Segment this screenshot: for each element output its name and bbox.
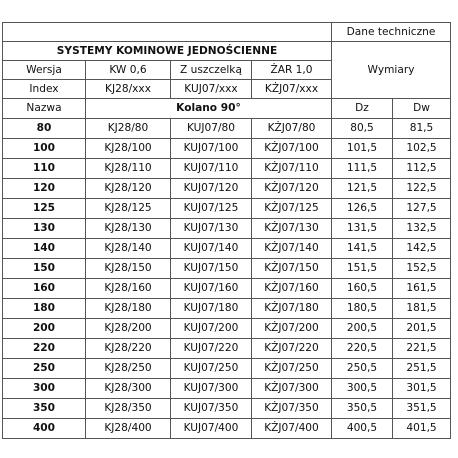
row-z-uszczelka-index-cell: KUJ07/140 xyxy=(171,239,252,259)
row-zar-index-cell: KŻJ07/120 xyxy=(252,179,332,199)
row-nazwa-cell: 350 xyxy=(3,399,86,419)
table-row xyxy=(3,419,451,439)
row-nazwa-cell: 220 xyxy=(3,339,86,359)
system-title: SYSTEMY KOMINOWE JEDNOŚCIENNE xyxy=(3,42,332,61)
row-zar-index-cell: KŻJ07/250 xyxy=(252,359,332,379)
header-row-title xyxy=(3,42,451,61)
row-dz-cell: 131,5 xyxy=(332,219,393,239)
row-z-uszczelka-index-cell: KUJ07/120 xyxy=(171,179,252,199)
row-dw-cell: 351,5 xyxy=(393,399,451,419)
row-kw-index-cell: KJ28/250 xyxy=(86,359,171,379)
row-dw-cell: 301,5 xyxy=(393,379,451,399)
row-z-uszczelka-index-cell: KUJ07/350 xyxy=(171,399,252,419)
index-z-uszczelka: KUJ07/xxx xyxy=(171,80,252,99)
row-zar-index-cell: KŻJ07/80 xyxy=(252,119,332,139)
row-z-uszczelka-index-cell: KUJ07/100 xyxy=(171,139,252,159)
row-z-uszczelka-index-cell: KUJ07/80 xyxy=(171,119,252,139)
row-kw-index-cell: KJ28/300 xyxy=(86,379,171,399)
nazwa-label: Nazwa xyxy=(3,99,86,119)
row-dw-cell: 127,5 xyxy=(393,199,451,219)
product-name: Kolano 90° xyxy=(86,99,332,119)
row-nazwa-cell: 140 xyxy=(3,239,86,259)
row-dz-cell: 101,5 xyxy=(332,139,393,159)
row-dw-cell: 181,5 xyxy=(393,299,451,319)
table-row xyxy=(3,339,451,359)
top-empty-cell xyxy=(3,23,332,42)
row-nazwa-cell: 300 xyxy=(3,379,86,399)
dz-header: Dz xyxy=(332,99,393,119)
row-dz-cell: 160,5 xyxy=(332,279,393,299)
row-kw-index-cell: KJ28/130 xyxy=(86,219,171,239)
wymiary-header: Wymiary xyxy=(332,42,451,99)
row-zar-index-cell: KŻJ07/100 xyxy=(252,139,332,159)
row-nazwa-cell: 150 xyxy=(3,259,86,279)
row-dz-cell: 141,5 xyxy=(332,239,393,259)
wersja-z-uszczelka: Z uszczelką xyxy=(171,61,252,80)
row-dw-cell: 112,5 xyxy=(393,159,451,179)
row-nazwa-cell: 120 xyxy=(3,179,86,199)
table-row xyxy=(3,399,451,419)
row-z-uszczelka-index-cell: KUJ07/180 xyxy=(171,299,252,319)
row-dw-cell: 122,5 xyxy=(393,179,451,199)
row-z-uszczelka-index-cell: KUJ07/130 xyxy=(171,219,252,239)
data-rows xyxy=(3,119,451,439)
index-kw: KJ28/xxx xyxy=(86,80,171,99)
row-dz-cell: 220,5 xyxy=(332,339,393,359)
row-z-uszczelka-index-cell: KUJ07/300 xyxy=(171,379,252,399)
row-nazwa-cell: 80 xyxy=(3,119,86,139)
row-dz-cell: 111,5 xyxy=(332,159,393,179)
row-zar-index-cell: KŻJ07/150 xyxy=(252,259,332,279)
row-dw-cell: 81,5 xyxy=(393,119,451,139)
row-kw-index-cell: KJ28/180 xyxy=(86,299,171,319)
wersja-zar: ŻAR 1,0 xyxy=(252,61,332,80)
row-dw-cell: 142,5 xyxy=(393,239,451,259)
table-row xyxy=(3,299,451,319)
row-zar-index-cell: KŻJ07/110 xyxy=(252,159,332,179)
row-zar-index-cell: KŻJ07/400 xyxy=(252,419,332,439)
row-dz-cell: 400,5 xyxy=(332,419,393,439)
row-zar-index-cell: KŻJ07/130 xyxy=(252,219,332,239)
row-dw-cell: 251,5 xyxy=(393,359,451,379)
dw-header: Dw xyxy=(393,99,451,119)
tech-data-header: Dane techniczne xyxy=(332,23,451,42)
row-zar-index-cell: KŻJ07/180 xyxy=(252,299,332,319)
row-z-uszczelka-index-cell: KUJ07/110 xyxy=(171,159,252,179)
row-kw-index-cell: KJ28/150 xyxy=(86,259,171,279)
table-row xyxy=(3,139,451,159)
table-row xyxy=(3,239,451,259)
header-row-tech xyxy=(3,23,451,42)
row-dz-cell: 180,5 xyxy=(332,299,393,319)
row-nazwa-cell: 200 xyxy=(3,319,86,339)
table-row xyxy=(3,219,451,239)
row-zar-index-cell: KŻJ07/220 xyxy=(252,339,332,359)
row-kw-index-cell: KJ28/100 xyxy=(86,139,171,159)
row-dz-cell: 250,5 xyxy=(332,359,393,379)
table-row xyxy=(3,119,451,139)
row-kw-index-cell: KJ28/350 xyxy=(86,399,171,419)
row-z-uszczelka-index-cell: KUJ07/200 xyxy=(171,319,252,339)
row-dw-cell: 152,5 xyxy=(393,259,451,279)
row-zar-index-cell: KŻJ07/350 xyxy=(252,399,332,419)
row-dw-cell: 102,5 xyxy=(393,139,451,159)
row-kw-index-cell: KJ28/80 xyxy=(86,119,171,139)
row-nazwa-cell: 130 xyxy=(3,219,86,239)
table-row xyxy=(3,159,451,179)
row-dw-cell: 201,5 xyxy=(393,319,451,339)
row-zar-index-cell: KŻJ07/160 xyxy=(252,279,332,299)
row-zar-index-cell: KŻJ07/300 xyxy=(252,379,332,399)
row-dz-cell: 200,5 xyxy=(332,319,393,339)
row-nazwa-cell: 160 xyxy=(3,279,86,299)
row-kw-index-cell: KJ28/120 xyxy=(86,179,171,199)
table-row xyxy=(3,179,451,199)
row-dw-cell: 161,5 xyxy=(393,279,451,299)
row-nazwa-cell: 110 xyxy=(3,159,86,179)
row-nazwa-cell: 400 xyxy=(3,419,86,439)
row-zar-index-cell: KŻJ07/125 xyxy=(252,199,332,219)
row-nazwa-cell: 250 xyxy=(3,359,86,379)
row-kw-index-cell: KJ28/400 xyxy=(86,419,171,439)
row-kw-index-cell: KJ28/140 xyxy=(86,239,171,259)
row-dw-cell: 401,5 xyxy=(393,419,451,439)
row-z-uszczelka-index-cell: KUJ07/125 xyxy=(171,199,252,219)
table-row xyxy=(3,279,451,299)
row-dz-cell: 126,5 xyxy=(332,199,393,219)
row-dz-cell: 121,5 xyxy=(332,179,393,199)
row-nazwa-cell: 100 xyxy=(3,139,86,159)
row-dw-cell: 221,5 xyxy=(393,339,451,359)
table-row xyxy=(3,199,451,219)
row-z-uszczelka-index-cell: KUJ07/150 xyxy=(171,259,252,279)
table-row xyxy=(3,379,451,399)
row-z-uszczelka-index-cell: KUJ07/250 xyxy=(171,359,252,379)
table-row xyxy=(3,359,451,379)
row-kw-index-cell: KJ28/160 xyxy=(86,279,171,299)
wersja-kw: KW 0,6 xyxy=(86,61,171,80)
row-dz-cell: 151,5 xyxy=(332,259,393,279)
row-nazwa-cell: 180 xyxy=(3,299,86,319)
row-dz-cell: 350,5 xyxy=(332,399,393,419)
wersja-label: Wersja xyxy=(3,61,86,80)
table-row xyxy=(3,259,451,279)
row-kw-index-cell: KJ28/200 xyxy=(86,319,171,339)
row-kw-index-cell: KJ28/125 xyxy=(86,199,171,219)
row-kw-index-cell: KJ28/110 xyxy=(86,159,171,179)
row-nazwa-cell: 125 xyxy=(3,199,86,219)
row-zar-index-cell: KŻJ07/140 xyxy=(252,239,332,259)
header-row-nazwa xyxy=(3,99,451,119)
row-z-uszczelka-index-cell: KUJ07/220 xyxy=(171,339,252,359)
index-label: Index xyxy=(3,80,86,99)
row-zar-index-cell: KŻJ07/200 xyxy=(252,319,332,339)
table-row xyxy=(3,319,451,339)
spec-table xyxy=(2,22,451,439)
index-zar: KŻJ07/xxx xyxy=(252,80,332,99)
row-z-uszczelka-index-cell: KUJ07/160 xyxy=(171,279,252,299)
row-dw-cell: 132,5 xyxy=(393,219,451,239)
row-dz-cell: 300,5 xyxy=(332,379,393,399)
row-dz-cell: 80,5 xyxy=(332,119,393,139)
row-z-uszczelka-index-cell: KUJ07/400 xyxy=(171,419,252,439)
row-kw-index-cell: KJ28/220 xyxy=(86,339,171,359)
